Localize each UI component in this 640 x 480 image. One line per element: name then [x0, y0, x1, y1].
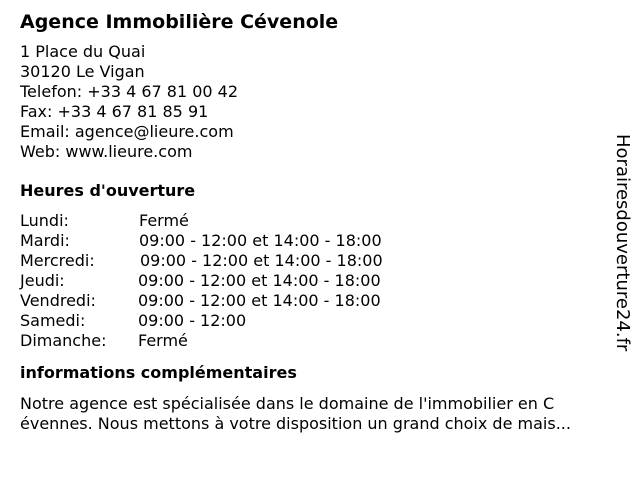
day-label: Jeudi:: [20, 271, 65, 290]
website: Web: www.lieure.com: [20, 142, 193, 161]
hours-row: [20, 271, 620, 291]
business-name: Agence Immobilière Cévenole: [20, 11, 339, 33]
contact-block: [20, 42, 620, 162]
hours-row: [20, 211, 620, 231]
time-value: 09:00 - 12:00 et 14:00 - 18:00: [140, 251, 383, 270]
day-label: Samedi:: [20, 311, 86, 330]
info-description: [20, 394, 620, 434]
day-label: Mercredi:: [20, 251, 95, 270]
time-value: 09:00 - 12:00: [138, 311, 247, 330]
day-label: Dimanche:: [20, 331, 107, 350]
info-line: Notre agence est spécialisée dans le domaine de l'immobilier en C: [20, 394, 555, 413]
day-label: Vendredi:: [20, 291, 96, 310]
day-label: Mardi:: [20, 231, 70, 250]
site-watermark: Horairesdouverture24.fr: [612, 134, 633, 352]
address-street: 1 Place du Quai: [20, 42, 146, 61]
time-value: Fermé: [138, 331, 188, 350]
day-label: Lundi:: [20, 211, 69, 230]
hours-row: [20, 331, 620, 351]
hours-row: [20, 231, 620, 251]
business-card: [20, 10, 620, 434]
hours-row: [20, 311, 620, 331]
time-value: 09:00 - 12:00 et 14:00 - 18:00: [138, 291, 381, 310]
info-heading: informations complémentaires: [20, 363, 297, 382]
hours-table: [20, 211, 620, 351]
fax-number: Fax: +33 4 67 81 85 91: [20, 102, 209, 121]
time-value: 09:00 - 12:00 et 14:00 - 18:00: [138, 271, 381, 290]
phone-number: Telefon: +33 4 67 81 00 42: [20, 82, 239, 101]
info-line: évennes. Nous mettons à votre disposition un grand choix de mais...: [20, 414, 571, 433]
hours-heading: Heures d'ouverture: [20, 181, 196, 200]
time-value: 09:00 - 12:00 et 14:00 - 18:00: [139, 231, 382, 250]
time-value: Fermé: [139, 211, 189, 230]
address-city: 30120 Le Vigan: [20, 62, 145, 81]
hours-row: [20, 251, 620, 271]
email-address: Email: agence@lieure.com: [20, 122, 234, 141]
hours-row: [20, 291, 620, 311]
